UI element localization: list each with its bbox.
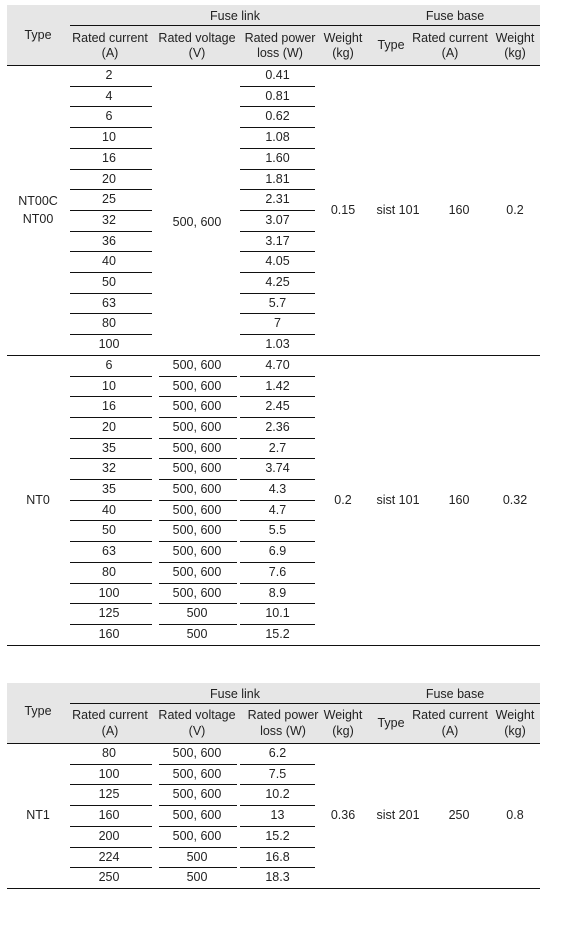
- cell-rated-current: 125: [98, 606, 120, 621]
- header-base-current: Rated current: [412, 31, 488, 45]
- cell-rated-voltage: 500, 600: [172, 357, 222, 372]
- cell-power-loss: 0.41: [265, 68, 290, 82]
- row-rule-current: [70, 376, 152, 377]
- header-base-current: Rated current: [412, 708, 488, 722]
- row-rule-voltage: [159, 764, 237, 765]
- cell-power-loss: 4.3: [268, 482, 287, 496]
- cell-base-type: sist 101: [376, 492, 420, 507]
- header-base-type: Type: [377, 716, 405, 730]
- header-rated-current-unit: (A): [101, 46, 119, 60]
- cell-rated-current: 50: [102, 275, 116, 289]
- cell-power-loss: 1.08: [265, 130, 290, 145]
- cell-power-loss: 10.1: [265, 606, 290, 621]
- row-rule-power: [240, 520, 315, 521]
- row-rule-power: [240, 210, 315, 211]
- header-base-type: Type: [377, 38, 405, 52]
- row-rule-current: [70, 438, 152, 439]
- cell-rated-current: 100: [98, 585, 120, 600]
- row-rule-power: [240, 438, 315, 439]
- cell-rated-voltage: 500: [186, 606, 208, 621]
- fuse-table-2: [7, 683, 540, 893]
- cell-rated-voltage: 500: [186, 870, 208, 885]
- row-rule-power: [240, 127, 315, 128]
- cell-rated-voltage: 500, 600: [172, 828, 222, 843]
- header-bottom-rule: [7, 65, 540, 66]
- header-rated-power-unit: loss (W): [257, 46, 303, 60]
- cell-power-loss: 4.70: [265, 357, 290, 372]
- cell-rated-current: 2: [105, 68, 113, 82]
- header-rated-power-unit: loss (W): [260, 724, 306, 738]
- cell-power-loss: 3.17: [265, 233, 290, 248]
- cell-rated-current: 10: [102, 130, 116, 145]
- cell-power-loss: 18.3: [265, 870, 290, 885]
- cell-rated-voltage: 500, 600: [172, 808, 222, 823]
- row-rule-power: [240, 784, 315, 785]
- row-rule-current: [70, 251, 152, 252]
- cell-rated-current: 40: [102, 254, 116, 269]
- row-rule-voltage: [159, 396, 237, 397]
- cell-rated-current: 20: [102, 171, 116, 186]
- row-rule-current: [70, 805, 152, 806]
- row-rule-power: [240, 805, 315, 806]
- cell-power-loss: 1.60: [265, 150, 290, 165]
- cell-base-type: sist 201: [376, 808, 420, 823]
- cell-rated-voltage: 500, 600: [172, 461, 222, 476]
- cell-rated-voltage: 500: [186, 626, 208, 641]
- header-rated-power: Rated power: [247, 708, 319, 722]
- row-rule-power: [240, 867, 315, 868]
- header-weight: Weight: [323, 708, 363, 722]
- cell-rated-current: 200: [98, 828, 120, 843]
- cell-base-current: 250: [448, 808, 470, 823]
- row-rule-power: [240, 603, 315, 604]
- cell-rated-current: 160: [98, 808, 120, 823]
- cell-power-loss: 2.7: [268, 440, 287, 455]
- cell-rated-current: 80: [102, 316, 116, 331]
- cell-power-loss: 10.2: [265, 787, 290, 802]
- header-rated-current: Rated current: [72, 31, 148, 45]
- row-rule-voltage: [159, 458, 237, 459]
- row-rule-current: [70, 313, 152, 314]
- row-rule-voltage: [159, 500, 237, 501]
- row-rule-power: [240, 106, 315, 107]
- header-base-current-unit: (A): [441, 46, 459, 60]
- row-rule-power: [240, 86, 315, 87]
- cell-power-loss: 1.03: [265, 337, 290, 352]
- row-rule-current: [70, 148, 152, 149]
- header-divider: [70, 703, 540, 704]
- cell-rated-current: 50: [102, 523, 116, 538]
- cell-power-loss: 4.25: [265, 275, 290, 289]
- cell-power-loss: 6.9: [268, 544, 287, 559]
- row-rule-current: [70, 293, 152, 294]
- cell-rated-voltage: 500, 600: [172, 419, 222, 434]
- row-rule-current: [70, 210, 152, 211]
- row-rule-power: [240, 500, 315, 501]
- row-rule-power: [240, 479, 315, 480]
- cell-power-loss: 3.07: [265, 212, 290, 227]
- cell-rated-current: 125: [98, 787, 120, 802]
- header-base-weight: Weight: [495, 31, 535, 45]
- row-rule-voltage: [159, 562, 237, 563]
- row-rule-voltage: [159, 583, 237, 584]
- cell-rated-current: 63: [102, 295, 116, 310]
- cell-power-loss: 7.5: [268, 766, 287, 781]
- cell-power-loss: 2.36: [265, 419, 290, 434]
- row-rule-voltage: [159, 603, 237, 604]
- row-rule-power: [240, 148, 315, 149]
- row-rule-current: [70, 334, 152, 335]
- cell-base-type: sist 101: [376, 202, 420, 217]
- cell-rated-voltage: 500, 600: [172, 440, 222, 455]
- row-rule-voltage: [159, 520, 237, 521]
- cell-power-loss: 2.31: [265, 192, 290, 207]
- cell-base-current: 160: [448, 492, 470, 507]
- row-rule-voltage: [159, 479, 237, 480]
- header-fuse-link: Fuse link: [209, 9, 261, 23]
- row-rule-power: [240, 313, 315, 314]
- row-rule-power: [240, 251, 315, 252]
- cell-rated-current: 4: [105, 88, 113, 103]
- row-rule-voltage: [159, 376, 237, 377]
- row-rule-voltage: [159, 826, 237, 827]
- header-rated-current-unit: (A): [101, 724, 119, 738]
- cell-base-weight: 0.32: [502, 492, 528, 507]
- row-rule-current: [70, 231, 152, 232]
- row-rule-current: [70, 784, 152, 785]
- header-weight: Weight: [323, 31, 363, 45]
- fuse-table-1: [7, 5, 540, 645]
- cell-power-loss: 13: [270, 808, 285, 823]
- header-rated-voltage-unit: (V): [188, 46, 206, 60]
- group-rule: [7, 355, 540, 356]
- cell-rated-current: 35: [102, 440, 116, 455]
- cell-power-loss: 7: [274, 316, 281, 331]
- cell-base-current: 160: [448, 202, 470, 217]
- cell-rated-voltage: 500, 600: [172, 523, 222, 538]
- row-rule-current: [70, 583, 152, 584]
- header-type: Type: [24, 28, 52, 42]
- row-rule-current: [70, 764, 152, 765]
- cell-power-loss: 8.9: [268, 585, 287, 600]
- row-rule-power: [240, 396, 315, 397]
- cell-fuse-type: NT00C: [18, 193, 58, 208]
- row-rule-voltage: [159, 438, 237, 439]
- row-rule-power: [240, 189, 315, 190]
- row-rule-power: [240, 458, 315, 459]
- header-base-weight-unit: (kg): [504, 46, 526, 60]
- header-fuse-link: Fuse link: [209, 687, 261, 701]
- cell-rated-voltage: 500, 600: [172, 482, 222, 496]
- cell-power-loss: 7.6: [268, 564, 287, 579]
- header-weight-unit: (kg): [332, 724, 354, 738]
- cell-power-loss: 1.81: [265, 171, 290, 186]
- cell-rated-current: 63: [102, 544, 116, 559]
- cell-rated-current: 35: [102, 482, 116, 496]
- cell-rated-current: 224: [98, 849, 120, 864]
- row-rule-power: [240, 169, 315, 170]
- row-rule-current: [70, 458, 152, 459]
- row-rule-current: [70, 169, 152, 170]
- cell-power-loss: 5.5: [268, 523, 287, 538]
- header-divider: [70, 25, 540, 26]
- cell-rated-voltage: 500, 600: [172, 214, 222, 229]
- cell-power-loss: 4.7: [268, 502, 287, 517]
- table-header: [7, 5, 540, 65]
- row-rule-current: [70, 417, 152, 418]
- cell-rated-voltage: 500, 600: [172, 378, 222, 393]
- row-rule-current: [70, 847, 152, 848]
- header-rated-voltage-unit: (V): [188, 724, 206, 738]
- cell-rated-voltage: 500, 600: [172, 399, 222, 414]
- row-rule-power: [240, 293, 315, 294]
- header-weight-unit: (kg): [332, 46, 354, 60]
- row-rule-voltage: [159, 417, 237, 418]
- row-rule-current: [70, 603, 152, 604]
- row-rule-current: [70, 520, 152, 521]
- cell-power-loss: 3.74: [265, 461, 290, 476]
- cell-rated-current: 160: [98, 626, 120, 641]
- header-rated-voltage: Rated voltage: [158, 31, 236, 45]
- cell-weight: 0.15: [330, 202, 356, 217]
- header-rated-power: Rated power: [244, 31, 316, 45]
- cell-weight: 0.36: [330, 808, 356, 823]
- cell-fuse-type: NT0: [26, 492, 50, 507]
- row-rule-current: [70, 479, 152, 480]
- cell-rated-voltage: 500, 600: [172, 564, 222, 579]
- header-fuse-base: Fuse base: [425, 687, 485, 701]
- row-rule-power: [240, 376, 315, 377]
- row-rule-power: [240, 583, 315, 584]
- cell-base-weight: 0.8: [506, 808, 524, 823]
- header-rated-current: Rated current: [72, 708, 148, 722]
- cell-rated-voltage: 500, 600: [172, 787, 222, 802]
- row-rule-power: [240, 272, 315, 273]
- row-rule-power: [240, 562, 315, 563]
- row-rule-current: [70, 867, 152, 868]
- cell-rated-current: 80: [102, 746, 116, 760]
- cell-power-loss: 15.2: [265, 626, 290, 641]
- cell-power-loss: 15.2: [265, 828, 290, 843]
- row-rule-current: [70, 127, 152, 128]
- row-rule-voltage: [159, 541, 237, 542]
- cell-fuse-type: NT1: [26, 808, 50, 823]
- cell-rated-current: 36: [102, 233, 116, 248]
- group-rule: [7, 645, 540, 646]
- row-rule-power: [240, 334, 315, 335]
- cell-rated-voltage: 500, 600: [172, 746, 222, 760]
- cell-power-loss: 4.05: [265, 254, 290, 269]
- row-rule-current: [70, 624, 152, 625]
- cell-power-loss: 0.81: [265, 88, 290, 103]
- cell-rated-current: 25: [102, 192, 116, 207]
- row-rule-current: [70, 500, 152, 501]
- header-type: Type: [24, 704, 52, 718]
- header-base-weight-unit: (kg): [504, 724, 526, 738]
- cell-rated-current: 16: [102, 150, 116, 165]
- row-rule-current: [70, 826, 152, 827]
- cell-rated-current: 100: [98, 337, 120, 352]
- cell-rated-current: 32: [102, 212, 116, 227]
- row-rule-voltage: [159, 624, 237, 625]
- cell-power-loss: 5.7: [268, 295, 287, 310]
- cell-power-loss: 6.2: [268, 746, 287, 760]
- cell-rated-current: 16: [102, 399, 116, 414]
- cell-power-loss: 1.42: [265, 378, 290, 393]
- cell-rated-current: 6: [105, 357, 113, 372]
- header-rated-voltage: Rated voltage: [158, 708, 236, 722]
- group-rule: [7, 888, 540, 889]
- row-rule-current: [70, 189, 152, 190]
- cell-power-loss: 0.62: [265, 109, 290, 124]
- cell-rated-voltage: 500, 600: [172, 502, 222, 517]
- row-rule-power: [240, 624, 315, 625]
- cell-fuse-type: NT00: [22, 211, 54, 226]
- cell-rated-current: 40: [102, 502, 116, 517]
- cell-rated-current: 6: [105, 109, 113, 124]
- row-rule-power: [240, 764, 315, 765]
- row-rule-voltage: [159, 847, 237, 848]
- cell-rated-current: 100: [98, 766, 120, 781]
- row-rule-current: [70, 272, 152, 273]
- cell-power-loss: 16.8: [265, 849, 290, 864]
- row-rule-power: [240, 826, 315, 827]
- row-rule-power: [240, 231, 315, 232]
- cell-base-weight: 0.2: [506, 202, 524, 217]
- table-header: [7, 683, 540, 743]
- cell-rated-current: 10: [102, 378, 116, 393]
- cell-rated-current: 80: [102, 564, 116, 579]
- cell-rated-voltage: 500, 600: [172, 585, 222, 600]
- header-base-current-unit: (A): [441, 724, 459, 738]
- cell-rated-current: 20: [102, 419, 116, 434]
- row-rule-current: [70, 86, 152, 87]
- cell-rated-current: 32: [102, 461, 116, 476]
- cell-power-loss: 2.45: [265, 399, 290, 414]
- row-rule-current: [70, 396, 152, 397]
- row-rule-power: [240, 847, 315, 848]
- header-bottom-rule: [7, 743, 540, 744]
- row-rule-current: [70, 541, 152, 542]
- row-rule-power: [240, 417, 315, 418]
- header-fuse-base: Fuse base: [425, 9, 485, 23]
- row-rule-current: [70, 106, 152, 107]
- cell-rated-voltage: 500: [186, 849, 208, 864]
- cell-rated-current: 250: [98, 870, 120, 885]
- cell-rated-voltage: 500, 600: [172, 766, 222, 781]
- cell-weight: 0.2: [334, 492, 352, 507]
- row-rule-voltage: [159, 784, 237, 785]
- cell-rated-voltage: 500, 600: [172, 544, 222, 559]
- row-rule-voltage: [159, 805, 237, 806]
- row-rule-current: [70, 562, 152, 563]
- row-rule-voltage: [159, 867, 237, 868]
- row-rule-power: [240, 541, 315, 542]
- header-base-weight: Weight: [495, 708, 535, 722]
